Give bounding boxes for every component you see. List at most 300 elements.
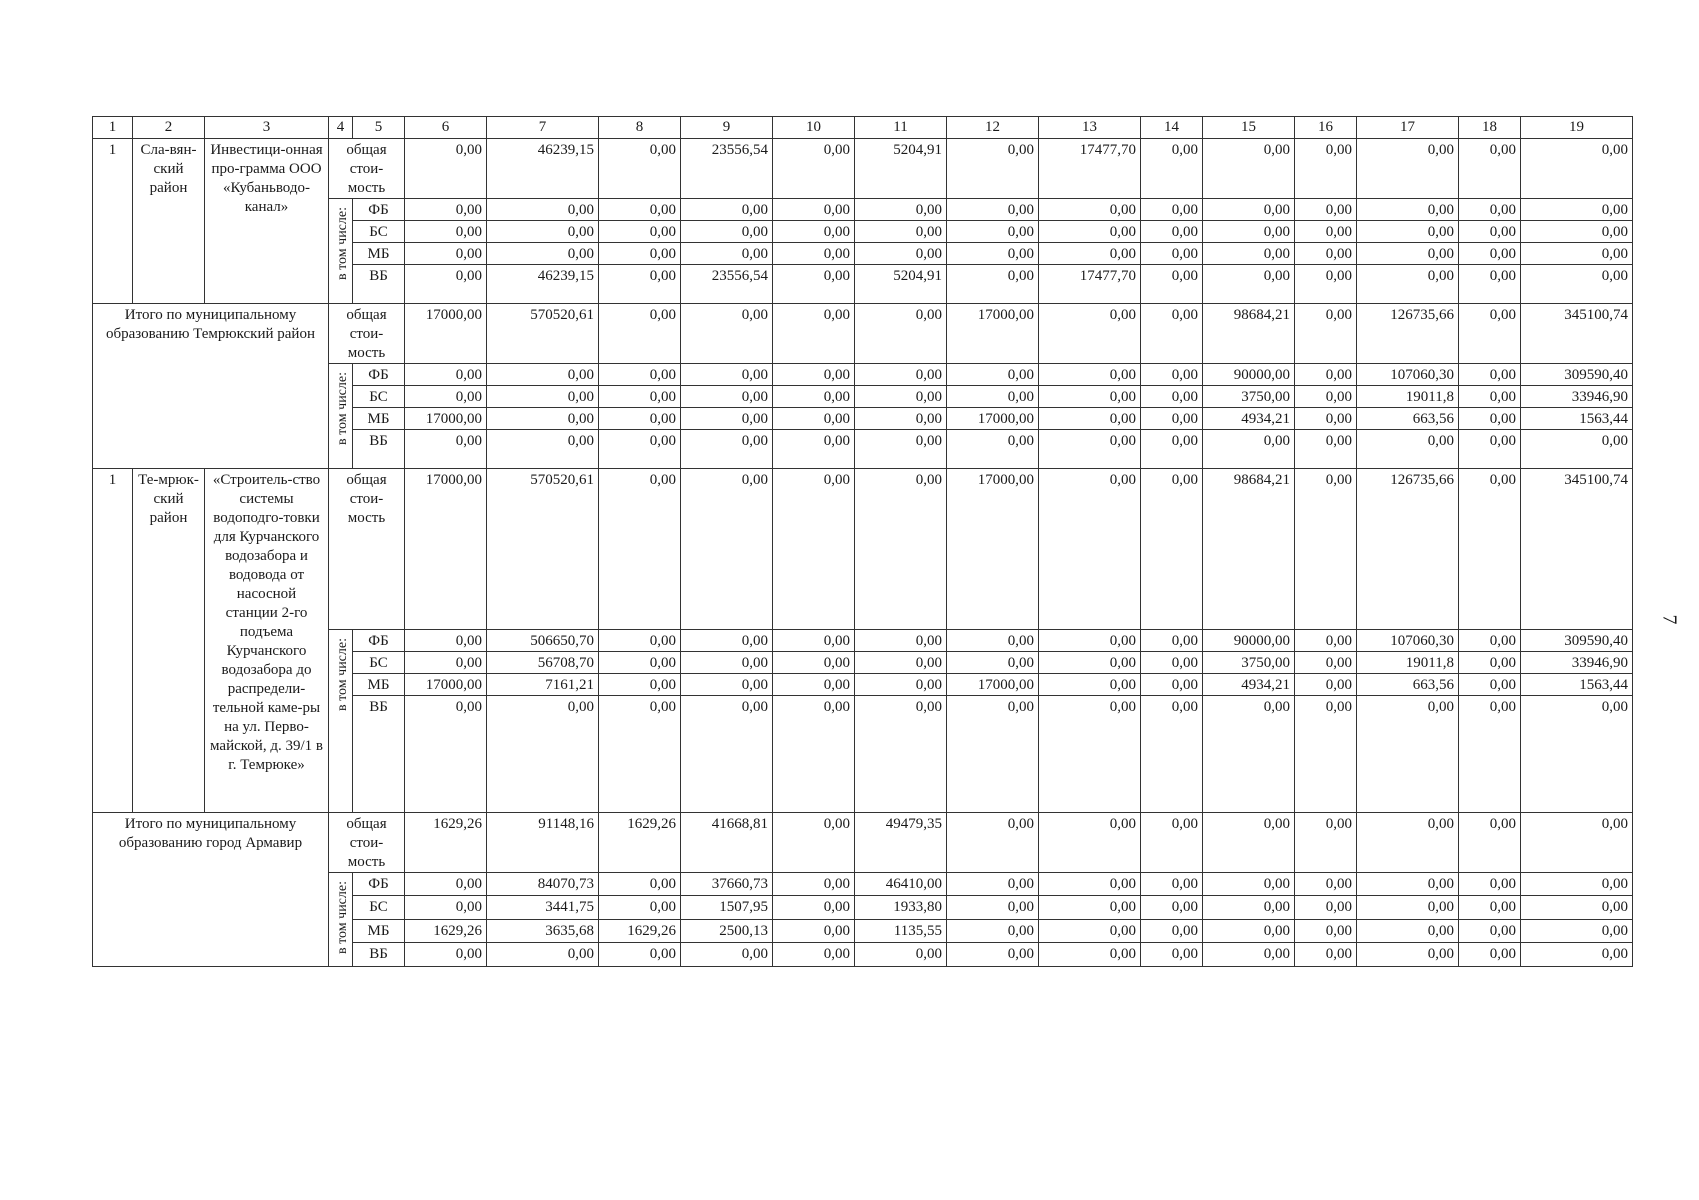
- value-cell: 3635,68: [487, 919, 599, 942]
- incl-vertical-label: [329, 199, 353, 304]
- value-cell: 309590,40: [1521, 630, 1633, 652]
- fund-mb-label: МБ: [353, 919, 405, 942]
- value-cell: 0,00: [1521, 139, 1633, 199]
- value-cell: 0,00: [487, 364, 599, 386]
- value-cell: 90000,00: [1203, 364, 1295, 386]
- value-cell: 17000,00: [405, 469, 487, 630]
- fund-mb-label: МБ: [353, 243, 405, 265]
- value-cell: 0,00: [681, 304, 773, 364]
- value-cell: 0,00: [773, 199, 855, 221]
- value-cell: 0,00: [681, 364, 773, 386]
- value-cell: 0,00: [599, 408, 681, 430]
- fund-fb-label: ФБ: [353, 199, 405, 221]
- value-cell: 0,00: [599, 652, 681, 674]
- value-cell: 0,00: [855, 469, 947, 630]
- value-cell: 309590,40: [1521, 364, 1633, 386]
- value-cell: 46239,15: [487, 139, 599, 199]
- value-cell: 41668,81: [681, 813, 773, 873]
- value-cell: 0,00: [1357, 943, 1459, 967]
- summary-label: Итого по муниципальному образованию Темрюкский район: [93, 304, 329, 469]
- value-cell: 1563,44: [1521, 408, 1633, 430]
- value-cell: 0,00: [405, 139, 487, 199]
- value-cell: 0,00: [1203, 430, 1295, 469]
- value-cell: 19011,8: [1357, 652, 1459, 674]
- value-cell: 17000,00: [947, 674, 1039, 696]
- value-cell: 0,00: [405, 386, 487, 408]
- header-row: [93, 117, 1633, 139]
- value-cell: 0,00: [1357, 139, 1459, 199]
- value-cell: 663,56: [1357, 408, 1459, 430]
- value-cell: 0,00: [1459, 304, 1521, 364]
- value-cell: 0,00: [1039, 813, 1141, 873]
- value-cell: 0,00: [1459, 630, 1521, 652]
- value-cell: 0,00: [1521, 896, 1633, 919]
- program-name: «Строитель-ство системы водоподго-товки для Курчанского водозабора и водовода от насосной станции 2-го подъема Курчанского водозабора до распредели-тельной каме-ры на ул. Перво-майской, д. 39/1 в г. Темрюке»: [205, 469, 329, 813]
- fund-bs-label: БС: [353, 652, 405, 674]
- value-cell: 0,00: [1459, 943, 1521, 967]
- value-cell: 1507,95: [681, 896, 773, 919]
- value-cell: 0,00: [1521, 265, 1633, 304]
- value-cell: 90000,00: [1203, 630, 1295, 652]
- fund-mb-label: МБ: [353, 408, 405, 430]
- value-cell: 0,00: [405, 364, 487, 386]
- value-cell: 0,00: [1459, 652, 1521, 674]
- value-cell: 0,00: [405, 243, 487, 265]
- value-cell: 0,00: [1459, 896, 1521, 919]
- value-cell: 0,00: [1459, 430, 1521, 469]
- value-cell: 7161,21: [487, 674, 599, 696]
- value-cell: 4934,21: [1203, 674, 1295, 696]
- value-cell: 0,00: [681, 469, 773, 630]
- fund-bs-label: БС: [353, 896, 405, 919]
- column-number: 16: [1295, 117, 1357, 139]
- value-cell: 0,00: [1039, 630, 1141, 652]
- value-cell: 0,00: [1039, 386, 1141, 408]
- value-cell: 0,00: [1141, 265, 1203, 304]
- value-cell: 0,00: [1295, 199, 1357, 221]
- value-cell: 0,00: [405, 896, 487, 919]
- value-cell: 0,00: [1295, 364, 1357, 386]
- value-cell: 0,00: [599, 430, 681, 469]
- value-cell: 33946,90: [1521, 386, 1633, 408]
- value-cell: 570520,61: [487, 304, 599, 364]
- value-cell: 0,00: [681, 199, 773, 221]
- value-cell: 0,00: [487, 408, 599, 430]
- column-number: 2: [133, 117, 205, 139]
- value-cell: 0,00: [599, 630, 681, 652]
- value-cell: 0,00: [1295, 139, 1357, 199]
- value-cell: 0,00: [855, 243, 947, 265]
- value-cell: 0,00: [947, 652, 1039, 674]
- value-cell: 0,00: [855, 304, 947, 364]
- value-cell: 0,00: [1141, 943, 1203, 967]
- value-cell: 0,00: [1295, 813, 1357, 873]
- value-cell: 0,00: [487, 696, 599, 813]
- value-cell: 0,00: [1295, 896, 1357, 919]
- value-cell: 0,00: [773, 139, 855, 199]
- value-cell: 0,00: [405, 943, 487, 967]
- value-cell: 3750,00: [1203, 652, 1295, 674]
- value-cell: 0,00: [681, 630, 773, 652]
- total-cost-label: общая стои-мость: [329, 139, 405, 199]
- column-number: 17: [1357, 117, 1459, 139]
- value-cell: 56708,70: [487, 652, 599, 674]
- value-cell: 1135,55: [855, 919, 947, 942]
- fund-vb-label: ВБ: [353, 265, 405, 304]
- value-cell: 0,00: [599, 674, 681, 696]
- value-cell: 0,00: [1039, 430, 1141, 469]
- value-cell: 0,00: [947, 265, 1039, 304]
- column-number: 1: [93, 117, 133, 139]
- value-cell: 0,00: [1459, 243, 1521, 265]
- fund-vb-label: ВБ: [353, 430, 405, 469]
- value-cell: 0,00: [1521, 873, 1633, 896]
- value-cell: 0,00: [1295, 386, 1357, 408]
- fund-fb-label: ФБ: [353, 873, 405, 896]
- value-cell: 1933,80: [855, 896, 947, 919]
- value-cell: 17000,00: [405, 674, 487, 696]
- value-cell: 126735,66: [1357, 304, 1459, 364]
- value-cell: 126735,66: [1357, 469, 1459, 630]
- column-number: 6: [405, 117, 487, 139]
- value-cell: 0,00: [947, 243, 1039, 265]
- value-cell: 0,00: [855, 943, 947, 967]
- value-cell: 0,00: [599, 896, 681, 919]
- value-cell: 0,00: [1357, 430, 1459, 469]
- value-cell: 17477,70: [1039, 139, 1141, 199]
- value-cell: 84070,73: [487, 873, 599, 896]
- value-cell: 0,00: [1141, 199, 1203, 221]
- value-cell: 0,00: [1141, 386, 1203, 408]
- value-cell: 0,00: [487, 199, 599, 221]
- value-cell: 0,00: [599, 386, 681, 408]
- value-cell: 0,00: [773, 630, 855, 652]
- value-cell: 107060,30: [1357, 630, 1459, 652]
- value-cell: 0,00: [1295, 674, 1357, 696]
- table-row: [93, 469, 1633, 630]
- value-cell: 0,00: [1141, 469, 1203, 630]
- value-cell: 0,00: [855, 696, 947, 813]
- value-cell: 91148,16: [487, 813, 599, 873]
- value-cell: 0,00: [773, 265, 855, 304]
- value-cell: 0,00: [773, 243, 855, 265]
- value-cell: 0,00: [773, 652, 855, 674]
- value-cell: 0,00: [1459, 813, 1521, 873]
- value-cell: 0,00: [773, 696, 855, 813]
- value-cell: 0,00: [855, 630, 947, 652]
- program-name: Инвестици-онная про-грамма ООО «Кубаньводо-канал»: [205, 139, 329, 304]
- value-cell: 0,00: [947, 943, 1039, 967]
- page-number: 7: [1658, 614, 1681, 625]
- value-cell: 5204,91: [855, 265, 947, 304]
- value-cell: 0,00: [947, 813, 1039, 873]
- value-cell: 0,00: [1039, 896, 1141, 919]
- value-cell: 0,00: [1295, 652, 1357, 674]
- value-cell: 0,00: [1459, 873, 1521, 896]
- value-cell: 0,00: [1141, 243, 1203, 265]
- value-cell: 0,00: [1521, 221, 1633, 243]
- value-cell: 0,00: [1039, 243, 1141, 265]
- value-cell: 0,00: [947, 430, 1039, 469]
- district-name: Сла-вян-ский район: [133, 139, 205, 304]
- fund-bs-label: БС: [353, 221, 405, 243]
- value-cell: 0,00: [1039, 304, 1141, 364]
- value-cell: 0,00: [1039, 221, 1141, 243]
- value-cell: 0,00: [1039, 696, 1141, 813]
- value-cell: 0,00: [773, 919, 855, 942]
- value-cell: 0,00: [773, 364, 855, 386]
- value-cell: 0,00: [1459, 696, 1521, 813]
- value-cell: 0,00: [1459, 674, 1521, 696]
- fund-mb-label: МБ: [353, 674, 405, 696]
- fund-fb-label: ФБ: [353, 364, 405, 386]
- value-cell: 46239,15: [487, 265, 599, 304]
- value-cell: 0,00: [487, 243, 599, 265]
- value-cell: 0,00: [1141, 696, 1203, 813]
- incl-vertical-label: [329, 873, 353, 967]
- value-cell: 4934,21: [1203, 408, 1295, 430]
- value-cell: 0,00: [855, 221, 947, 243]
- value-cell: 0,00: [1141, 813, 1203, 873]
- value-cell: 0,00: [405, 221, 487, 243]
- value-cell: 0,00: [1459, 364, 1521, 386]
- value-cell: 0,00: [1141, 139, 1203, 199]
- value-cell: 0,00: [487, 943, 599, 967]
- value-cell: 1629,26: [599, 813, 681, 873]
- value-cell: 570520,61: [487, 469, 599, 630]
- value-cell: 0,00: [1459, 386, 1521, 408]
- value-cell: 0,00: [599, 304, 681, 364]
- value-cell: 0,00: [1039, 873, 1141, 896]
- value-cell: 0,00: [681, 430, 773, 469]
- value-cell: 0,00: [947, 139, 1039, 199]
- value-cell: 0,00: [487, 386, 599, 408]
- column-number: 12: [947, 117, 1039, 139]
- value-cell: 0,00: [1141, 408, 1203, 430]
- value-cell: 0,00: [855, 408, 947, 430]
- value-cell: 49479,35: [855, 813, 947, 873]
- value-cell: 0,00: [1039, 199, 1141, 221]
- value-cell: 33946,90: [1521, 652, 1633, 674]
- value-cell: 0,00: [855, 674, 947, 696]
- value-cell: 37660,73: [681, 873, 773, 896]
- value-cell: 2500,13: [681, 919, 773, 942]
- value-cell: 0,00: [773, 386, 855, 408]
- value-cell: 23556,54: [681, 265, 773, 304]
- value-cell: 0,00: [855, 386, 947, 408]
- value-cell: 0,00: [487, 221, 599, 243]
- value-cell: 0,00: [1295, 430, 1357, 469]
- value-cell: 0,00: [405, 199, 487, 221]
- value-cell: 0,00: [1357, 199, 1459, 221]
- value-cell: 0,00: [773, 674, 855, 696]
- column-number: 4: [329, 117, 353, 139]
- value-cell: 0,00: [1203, 199, 1295, 221]
- value-cell: 0,00: [1357, 813, 1459, 873]
- value-cell: 0,00: [1357, 919, 1459, 942]
- value-cell: 0,00: [1459, 919, 1521, 942]
- value-cell: 0,00: [1141, 221, 1203, 243]
- incl-vertical-label: [329, 630, 353, 813]
- value-cell: 0,00: [947, 221, 1039, 243]
- value-cell: 0,00: [681, 674, 773, 696]
- value-cell: 0,00: [1295, 630, 1357, 652]
- value-cell: 0,00: [1039, 943, 1141, 967]
- incl-vertical-label: [329, 364, 353, 469]
- value-cell: 0,00: [1141, 896, 1203, 919]
- value-cell: 0,00: [773, 408, 855, 430]
- value-cell: 0,00: [681, 221, 773, 243]
- table-row: [93, 813, 1633, 873]
- value-cell: 345100,74: [1521, 469, 1633, 630]
- value-cell: 0,00: [1459, 265, 1521, 304]
- value-cell: 3441,75: [487, 896, 599, 919]
- total-cost-label: общая стои-мость: [329, 304, 405, 364]
- incl-label: в том числе:: [335, 881, 350, 954]
- value-cell: 0,00: [599, 265, 681, 304]
- value-cell: 0,00: [599, 243, 681, 265]
- value-cell: 0,00: [1357, 221, 1459, 243]
- value-cell: 0,00: [947, 919, 1039, 942]
- value-cell: 0,00: [1141, 630, 1203, 652]
- value-cell: 0,00: [773, 469, 855, 630]
- value-cell: 0,00: [1295, 696, 1357, 813]
- value-cell: 0,00: [1141, 364, 1203, 386]
- value-cell: 0,00: [773, 430, 855, 469]
- column-number: 7: [487, 117, 599, 139]
- value-cell: 0,00: [1039, 652, 1141, 674]
- value-cell: 0,00: [855, 199, 947, 221]
- fund-vb-label: ВБ: [353, 696, 405, 813]
- value-cell: 0,00: [681, 652, 773, 674]
- value-cell: 0,00: [855, 430, 947, 469]
- value-cell: 0,00: [1295, 243, 1357, 265]
- value-cell: 0,00: [1295, 265, 1357, 304]
- value-cell: 0,00: [773, 943, 855, 967]
- value-cell: 0,00: [1357, 696, 1459, 813]
- value-cell: 0,00: [855, 364, 947, 386]
- column-number: 8: [599, 117, 681, 139]
- value-cell: 0,00: [1141, 430, 1203, 469]
- value-cell: 0,00: [947, 386, 1039, 408]
- value-cell: 0,00: [599, 139, 681, 199]
- value-cell: 17477,70: [1039, 265, 1141, 304]
- value-cell: 0,00: [1203, 873, 1295, 896]
- value-cell: 0,00: [947, 364, 1039, 386]
- value-cell: 0,00: [773, 813, 855, 873]
- value-cell: 0,00: [1521, 919, 1633, 942]
- value-cell: 0,00: [947, 696, 1039, 813]
- value-cell: 0,00: [1295, 873, 1357, 896]
- fund-fb-label: ФБ: [353, 630, 405, 652]
- value-cell: 0,00: [405, 630, 487, 652]
- value-cell: 506650,70: [487, 630, 599, 652]
- incl-label: в том числе:: [335, 207, 350, 280]
- value-cell: 0,00: [1521, 243, 1633, 265]
- row-number: 1: [93, 469, 133, 813]
- table-row: [93, 304, 1633, 364]
- column-number: 19: [1521, 117, 1633, 139]
- value-cell: 0,00: [1357, 873, 1459, 896]
- value-cell: 0,00: [1141, 652, 1203, 674]
- value-cell: 0,00: [1295, 919, 1357, 942]
- value-cell: 23556,54: [681, 139, 773, 199]
- value-cell: 0,00: [773, 873, 855, 896]
- value-cell: 0,00: [1521, 430, 1633, 469]
- value-cell: 0,00: [599, 199, 681, 221]
- value-cell: 0,00: [599, 943, 681, 967]
- value-cell: 0,00: [947, 873, 1039, 896]
- value-cell: 0,00: [1521, 199, 1633, 221]
- column-number: 13: [1039, 117, 1141, 139]
- value-cell: 0,00: [681, 943, 773, 967]
- value-cell: 0,00: [405, 430, 487, 469]
- value-cell: 0,00: [681, 243, 773, 265]
- value-cell: 98684,21: [1203, 469, 1295, 630]
- incl-label: в том числе:: [335, 638, 350, 711]
- value-cell: 0,00: [487, 430, 599, 469]
- value-cell: 0,00: [681, 408, 773, 430]
- value-cell: 0,00: [1521, 943, 1633, 967]
- value-cell: 0,00: [681, 386, 773, 408]
- value-cell: 0,00: [773, 304, 855, 364]
- value-cell: 0,00: [1141, 304, 1203, 364]
- value-cell: 17000,00: [405, 408, 487, 430]
- value-cell: 0,00: [1039, 674, 1141, 696]
- value-cell: 0,00: [947, 199, 1039, 221]
- value-cell: 0,00: [1039, 469, 1141, 630]
- value-cell: 0,00: [947, 630, 1039, 652]
- value-cell: 0,00: [947, 896, 1039, 919]
- value-cell: 0,00: [405, 265, 487, 304]
- fund-vb-label: ВБ: [353, 943, 405, 967]
- value-cell: 0,00: [1039, 364, 1141, 386]
- column-number: 10: [773, 117, 855, 139]
- value-cell: 0,00: [599, 469, 681, 630]
- table-body: [93, 117, 1633, 967]
- value-cell: 19011,8: [1357, 386, 1459, 408]
- value-cell: 0,00: [1203, 139, 1295, 199]
- value-cell: 0,00: [1203, 919, 1295, 942]
- value-cell: 0,00: [1203, 896, 1295, 919]
- value-cell: 0,00: [1039, 919, 1141, 942]
- value-cell: 0,00: [1459, 199, 1521, 221]
- value-cell: 0,00: [405, 652, 487, 674]
- value-cell: 17000,00: [947, 408, 1039, 430]
- value-cell: 46410,00: [855, 873, 947, 896]
- value-cell: 0,00: [405, 696, 487, 813]
- value-cell: 0,00: [1521, 696, 1633, 813]
- column-number: 3: [205, 117, 329, 139]
- value-cell: 3750,00: [1203, 386, 1295, 408]
- value-cell: 0,00: [405, 873, 487, 896]
- value-cell: 0,00: [1039, 408, 1141, 430]
- value-cell: 0,00: [1459, 408, 1521, 430]
- value-cell: 5204,91: [855, 139, 947, 199]
- value-cell: 0,00: [1459, 221, 1521, 243]
- value-cell: 0,00: [1203, 943, 1295, 967]
- value-cell: 0,00: [1521, 813, 1633, 873]
- value-cell: 0,00: [1295, 469, 1357, 630]
- incl-label: в том числе:: [335, 372, 350, 445]
- value-cell: 0,00: [1203, 243, 1295, 265]
- value-cell: 17000,00: [947, 304, 1039, 364]
- value-cell: 0,00: [1295, 221, 1357, 243]
- table-row: [93, 139, 1633, 199]
- value-cell: 0,00: [1357, 265, 1459, 304]
- value-cell: 1563,44: [1521, 674, 1633, 696]
- column-number: 15: [1203, 117, 1295, 139]
